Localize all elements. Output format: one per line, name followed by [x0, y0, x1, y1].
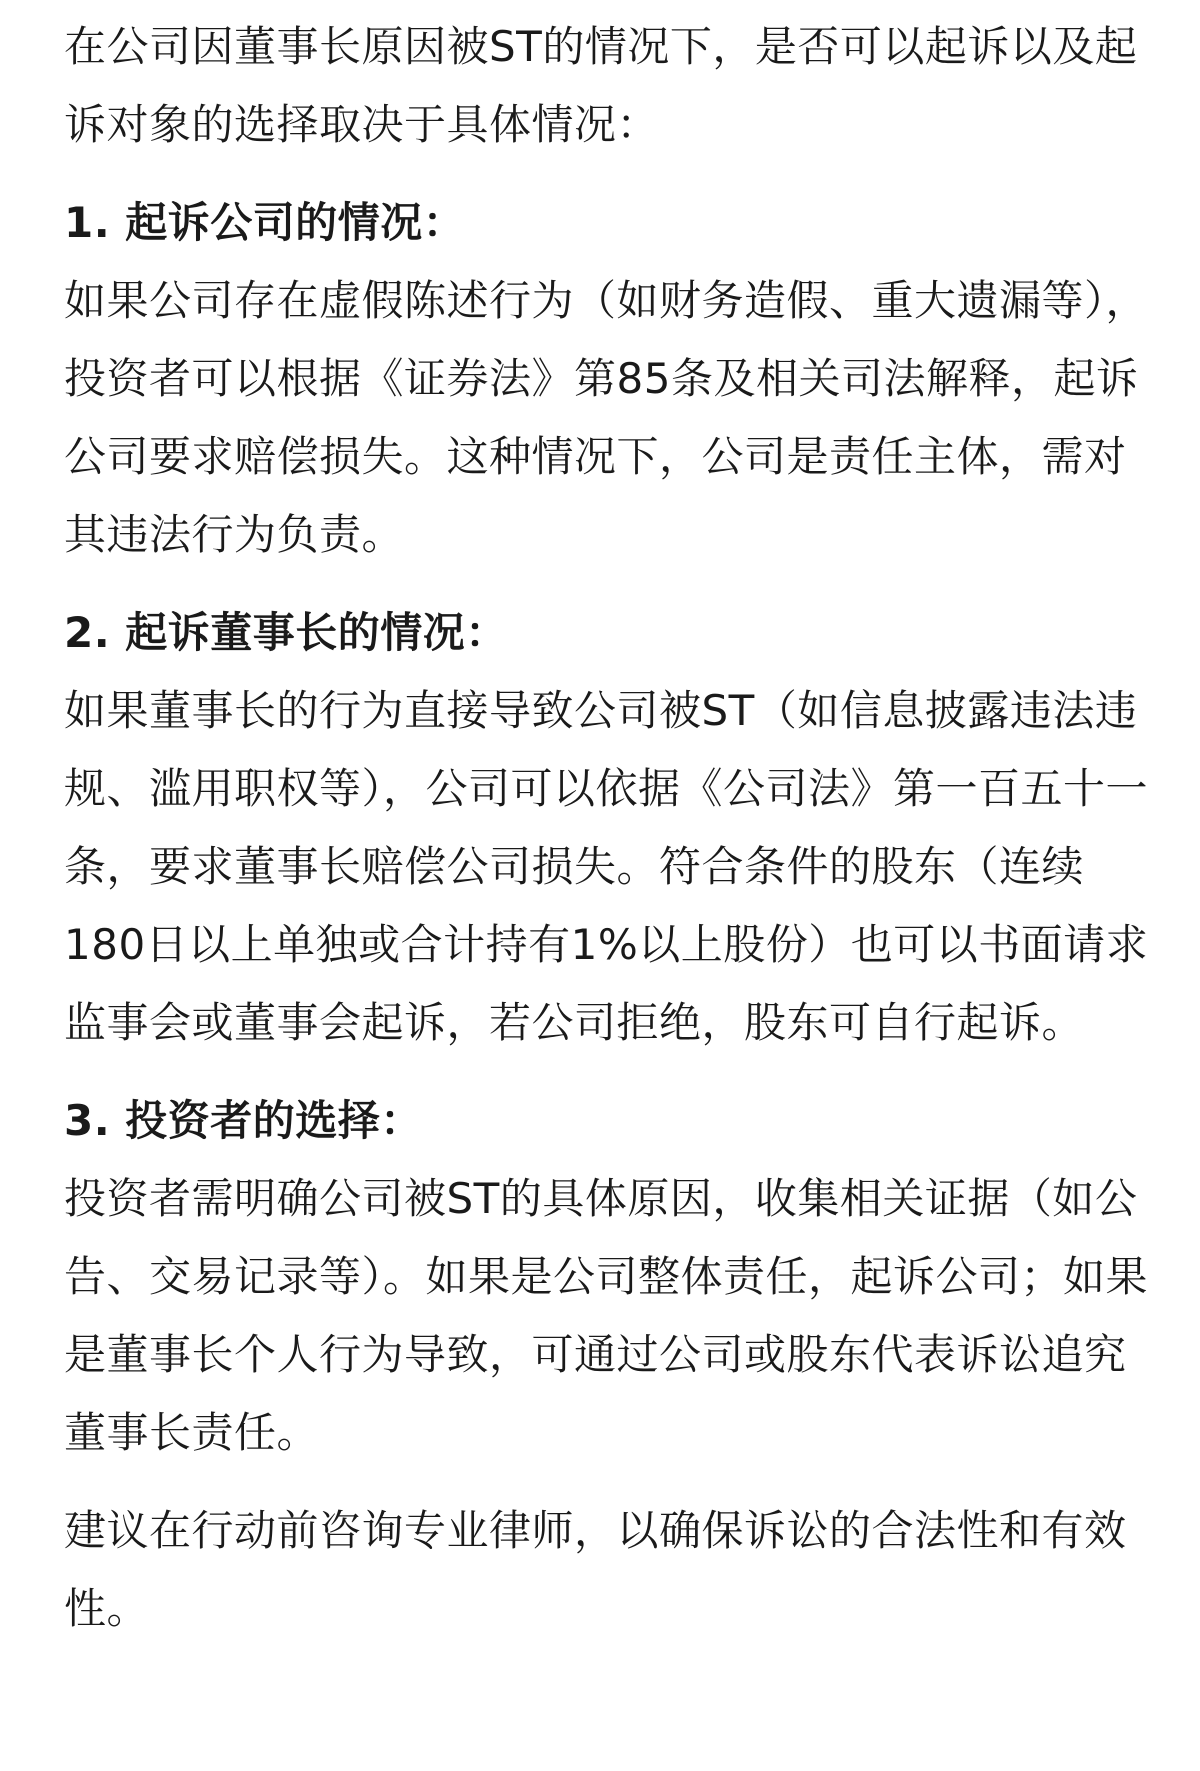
conclusion-paragraph: 建议在行动前咨询专业律师，以确保诉讼的合法性和有效性。	[64, 1506, 1127, 1633]
section-title: 2. 起诉董事长的情况：	[64, 608, 508, 657]
section-body: 如果公司存在虚假陈述行为（如财务造假、重大遗漏等），投资者可以根据《证券法》第85条及相关司法解释，起诉公司要求赔偿损失。这种情况下，公司是责任主体，需对其违法行为负责。	[64, 276, 1149, 559]
answer-content	[64, 8, 1164, 1668]
section-sue-chairman	[64, 594, 1164, 1062]
section-body: 如果董事长的行为直接导致公司被ST（如信息披露违法违规、滥用职权等），公司可以依据《公司法》第一百五十一条，要求董事长赔偿公司损失。符合条件的股东（连续180日以上单独或合计持有1%以上股份）也可以书面请求监事会或董事会起诉，若公司拒绝，股东可自行起诉。	[64, 686, 1149, 1047]
section-sue-company	[64, 184, 1164, 574]
section-title: 3. 投资者的选择：	[64, 1096, 423, 1145]
section-investor-choice	[64, 1082, 1164, 1472]
section-title: 1. 起诉公司的情况：	[64, 198, 466, 247]
section-body: 投资者需明确公司被ST的具体原因，收集相关证据（如公告、交易记录等）。如果是公司整体责任，起诉公司；如果是董事长个人行为导致，可通过公司或股东代表诉讼追究董事长责任。	[64, 1174, 1149, 1457]
intro-paragraph: 在公司因董事长原因被ST的情况下，是否可以起诉以及起诉对象的选择取决于具体情况：	[64, 22, 1138, 149]
